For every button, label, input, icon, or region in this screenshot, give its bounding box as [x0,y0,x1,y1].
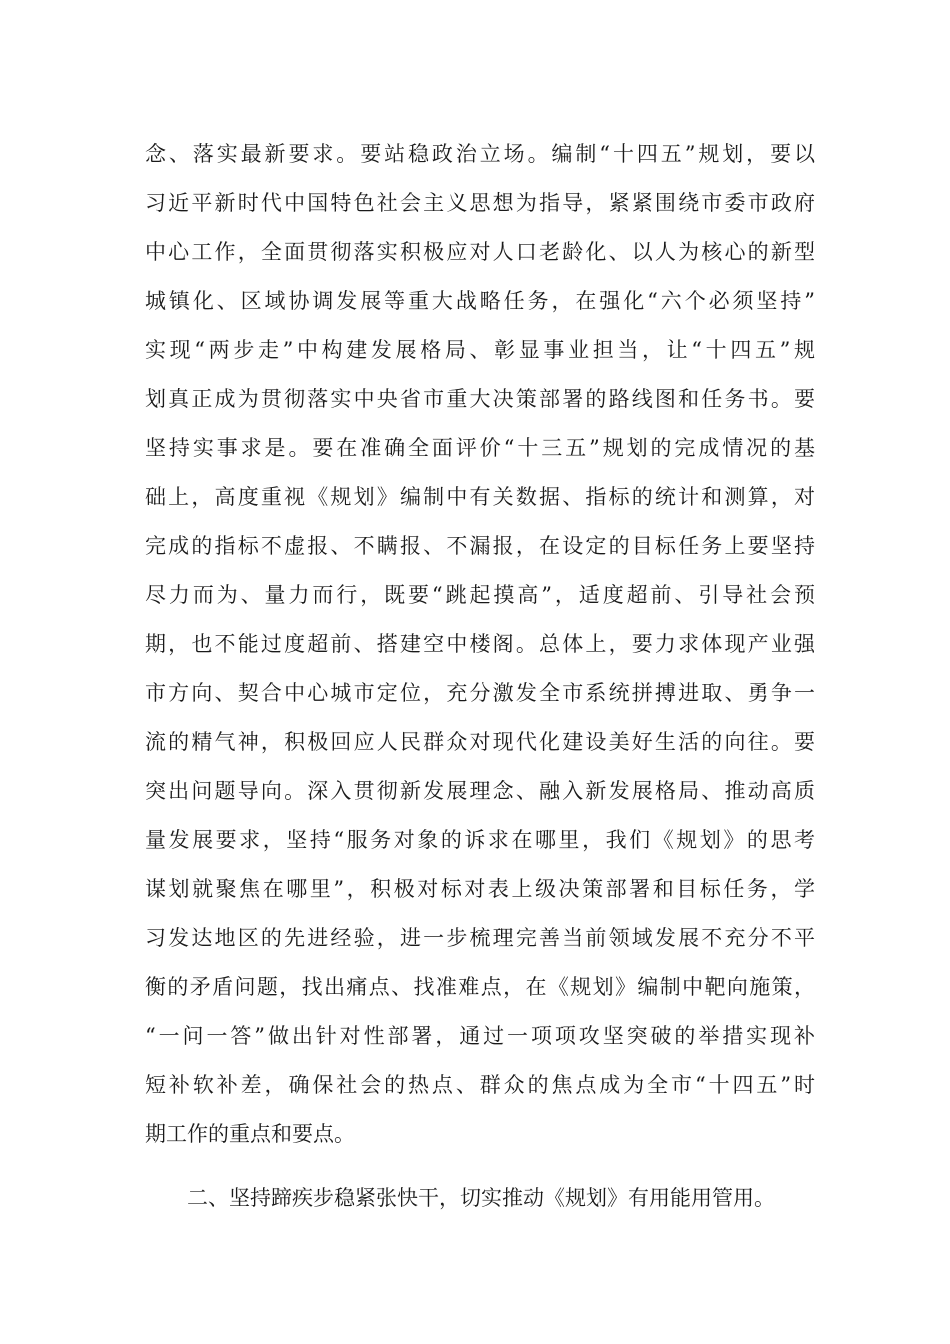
paragraph-line: 期工作的重点和要点。 [145,1122,355,1146]
paragraph-line: 中心工作，全面贯彻落实积极应对人口老龄化、以人为核心的新型 [145,240,815,264]
paragraph-line: 期，也不能过度超前、搭建空中楼阁。总体上，要力求体现产业强 [145,632,815,656]
paragraph-line: 流的精气神，积极回应人民群众对现代化建设美好生活的向往。要 [145,730,815,754]
paragraph-line: 短补软补差，确保社会的热点、群众的焦点成为全市“十四五”时 [145,1073,815,1097]
paragraph-line: “一问一答”做出针对性部署，通过一项项攻坚突破的举措实现补 [145,1024,815,1048]
paragraph-line: 完成的指标不虚报、不瞒报、不漏报，在设定的目标任务上要坚持 [145,534,815,558]
paragraph-line: 础上，高度重视《规划》编制中有关数据、指标的统计和测算，对 [145,485,815,509]
paragraph-line: 尽力而为、量力而行，既要“跳起摸高”，适度超前、引导社会预 [145,583,815,607]
paragraph-line: 突出问题导向。深入贯彻新发展理念、融入新发展格局、推动高质 [145,779,815,803]
section-heading: 二、坚持蹄疾步稳紧张快干，切实推动《规划》有用能用管用。 [187,1186,775,1210]
paragraph-line: 量发展要求，坚持“服务对象的诉求在哪里，我们《规划》的思考 [145,828,815,852]
paragraph-line: 念、落实最新要求。要站稳政治立场。编制“十四五”规划，要以 [145,142,815,166]
paragraph-line: 划真正成为贯彻落实中央省市重大决策部署的路线图和任务书。要 [145,387,815,411]
paragraph-line: 实现“两步走”中构建发展格局、彰显事业担当，让“十四五”规 [145,338,815,362]
paragraph-line: 坚持实事求是。要在准确全面评价“十三五”规划的完成情况的基 [145,436,815,460]
paragraph-line: 谋划就聚焦在哪里”，积极对标对表上级决策部署和目标任务，学 [145,877,815,901]
paragraph-line: 习近平新时代中国特色社会主义思想为指导，紧紧围绕市委市政府 [145,191,815,215]
paragraph-line: 衡的矛盾问题，找出痛点、找准难点，在《规划》编制中靶向施策， [145,975,815,999]
paragraph-line: 城镇化、区域协调发展等重大战略任务，在强化“六个必须坚持” [145,289,815,313]
paragraph-line: 市方向、契合中心城市定位，充分激发全市系统拼搏进取、勇争一 [145,681,815,705]
paragraph-line: 习发达地区的先进经验，进一步梳理完善当前领域发展不充分不平 [145,926,815,950]
body-paragraph [145,134,815,1163]
